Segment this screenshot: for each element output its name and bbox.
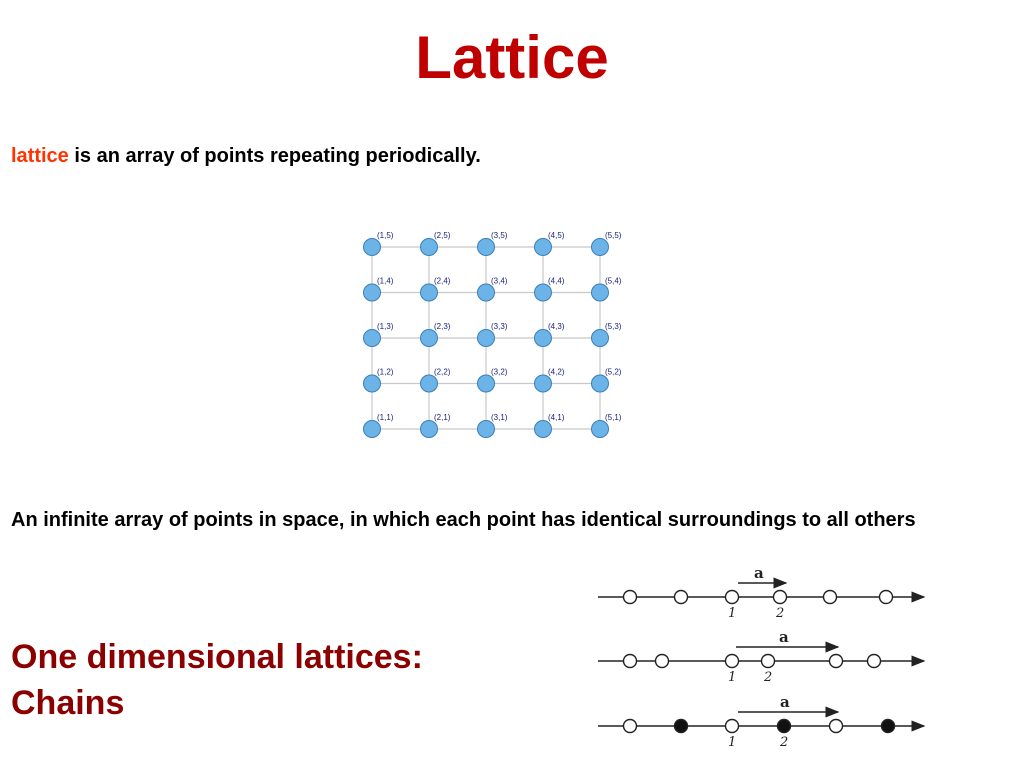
lattice-point-label: (2,2)	[434, 367, 451, 377]
lattice-point	[364, 284, 381, 301]
lattice-point	[478, 421, 495, 438]
lattice-point-label: (1,3)	[377, 322, 394, 331]
heading-line-1: One dimensional lattices:	[11, 638, 423, 676]
lattice-point	[421, 330, 438, 347]
lattice-point	[535, 284, 552, 301]
lattice-point-label: (1,1)	[377, 413, 394, 422]
chain-atom	[726, 655, 739, 668]
lattice-vector-label: a	[779, 628, 789, 646]
lattice-point-label: (2,5)	[434, 231, 451, 240]
lattice-point-label: (1,2)	[377, 367, 394, 377]
lattice-point	[421, 375, 438, 392]
slide-title: Lattice	[415, 24, 609, 91]
site-label-1: 1	[728, 735, 737, 750]
lattice-point	[478, 330, 495, 347]
lattice-point	[364, 421, 381, 438]
lattice-point	[364, 239, 381, 256]
lattice-definition	[11, 142, 481, 170]
lattice-point	[535, 375, 552, 392]
chain-atom	[726, 720, 739, 733]
chain-atom	[830, 720, 843, 733]
lattice-point-label: (2,4)	[434, 276, 451, 286]
chain-atom	[778, 720, 791, 733]
lattice-point	[478, 239, 495, 256]
definition-term: lattice	[11, 145, 69, 167]
lattice-point-label: (4,4)	[548, 276, 565, 286]
lattice-point-label: (4,1)	[548, 413, 565, 422]
lattice-point	[592, 375, 609, 392]
lattice-point	[535, 421, 552, 438]
chain-atom	[882, 720, 895, 733]
lattice-grid-diagram	[350, 225, 640, 445]
chain-atom	[624, 655, 637, 668]
lattice-point-label: (1,4)	[377, 276, 394, 286]
chain-1	[598, 564, 924, 621]
lattice-point	[592, 284, 609, 301]
site-label-2: 2	[764, 670, 773, 685]
lattice-point-label: (2,3)	[434, 322, 451, 331]
lattice-point-label: (3,1)	[491, 413, 508, 422]
lattice-point-label: (4,5)	[548, 231, 565, 240]
chain-atom	[656, 655, 669, 668]
lattice-point-label: (3,3)	[491, 322, 508, 331]
site-label-2: 2	[780, 735, 789, 750]
site-label-2: 2	[776, 606, 785, 621]
lattice-point-label: (4,3)	[548, 322, 565, 331]
lattice-point	[421, 284, 438, 301]
lattice-point-label: (5,1)	[605, 413, 622, 422]
chain-atom	[762, 655, 775, 668]
lattice-point-label: (3,2)	[491, 367, 508, 377]
chain-atom	[726, 591, 739, 604]
lattice-point-label: (4,2)	[548, 367, 565, 377]
section-heading	[11, 634, 423, 726]
chain-atom	[868, 655, 881, 668]
lattice-vector-label: a	[780, 693, 790, 711]
lattice-point-label: (3,5)	[491, 231, 508, 240]
lattice-point-label: (2,1)	[434, 413, 451, 422]
lattice-point	[421, 421, 438, 438]
lattice-point	[535, 330, 552, 347]
site-label-1: 1	[728, 670, 737, 685]
chain-atom	[675, 591, 688, 604]
lattice-point-label: (1,5)	[377, 231, 394, 240]
lattice-point	[364, 330, 381, 347]
lattice-point-label: (3,4)	[491, 276, 508, 286]
lattice-point-label: (5,3)	[605, 322, 622, 331]
lattice-point-label: (5,5)	[605, 231, 622, 240]
chain-atom	[774, 591, 787, 604]
chain-atom	[830, 655, 843, 668]
lattice-point	[592, 239, 609, 256]
lattice-point	[478, 284, 495, 301]
chain-atom	[880, 591, 893, 604]
lattice-vector-label: a	[754, 564, 764, 582]
site-label-1: 1	[728, 606, 737, 621]
lattice-point	[592, 330, 609, 347]
chain-atom	[675, 720, 688, 733]
chain-atom	[624, 591, 637, 604]
lattice-point	[364, 375, 381, 392]
chain-2	[598, 628, 924, 685]
lattice-point	[592, 421, 609, 438]
lattice-point	[421, 239, 438, 256]
lattice-point-label: (5,2)	[605, 367, 622, 377]
lattice-point	[535, 239, 552, 256]
chain-3	[598, 693, 924, 750]
chain-diagrams	[590, 555, 930, 755]
lattice-point-label: (5,4)	[605, 276, 622, 286]
lattice-description: An infinite array of points in space, in which each point has identical surroundings to all others	[11, 509, 916, 531]
heading-line-2: Chains	[11, 684, 125, 722]
chain-atom	[824, 591, 837, 604]
chain-atom	[624, 720, 637, 733]
lattice-point	[478, 375, 495, 392]
definition-text: is an array of points repeating periodically.	[68, 145, 481, 167]
grid-labels	[377, 231, 622, 422]
